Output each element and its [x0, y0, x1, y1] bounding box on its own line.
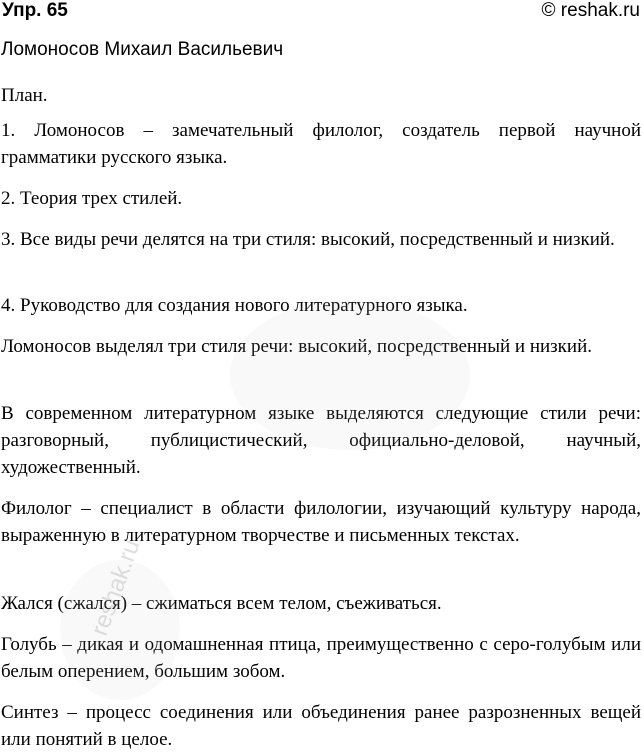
exercise-title: Упр. 65	[2, 0, 68, 21]
definition-filolog: Филолог – специалист в области филологии, изучающий культуру народа, выраженную в литературном творчестве и письменных текстах.	[1, 498, 641, 546]
definition-zhalsya: Жался (сжался) – сжиматься всем телом, съеживаться.	[1, 593, 442, 614]
page-header	[2, 0, 640, 22]
plan-heading: План.	[1, 85, 48, 106]
plan-item-4: 4. Руководство для создания нового литературного языка.	[1, 295, 468, 316]
plan-item-2: 2. Теория трех стилей.	[1, 188, 183, 209]
watermark-logo: reshak.ru	[86, 535, 146, 640]
paragraph-modern-styles: В современном литературном языке выделяются следующие стили речи: разговорный, публицистический, официально-деловой, научный, художественный.	[1, 403, 641, 478]
copyright-notice: © reshak.ru	[541, 0, 640, 21]
definition-sintez: Синтез – процесс соединения или объединения ранее разрозненных вещей или понятий в целое.	[1, 702, 641, 750]
paragraph-lomonosov-styles: Ломоносов выделял три стиля речи: высокий, посредственный и низкий.	[1, 336, 592, 357]
author-name: Ломоносов Михаил Васильевич	[1, 39, 284, 60]
plan-item-1: 1. Ломоносов – замечательный филолог, создатель первой научной грамматики русского языка.	[1, 120, 641, 168]
plan-item-3: 3. Все виды речи делятся на три стиля: высокий, посредственный и низкий.	[1, 229, 615, 250]
definition-golub: Голубь – дикая и одомашненная птица, преимущественно с серо-голубым или белым оперением, большим зобом.	[1, 634, 641, 682]
